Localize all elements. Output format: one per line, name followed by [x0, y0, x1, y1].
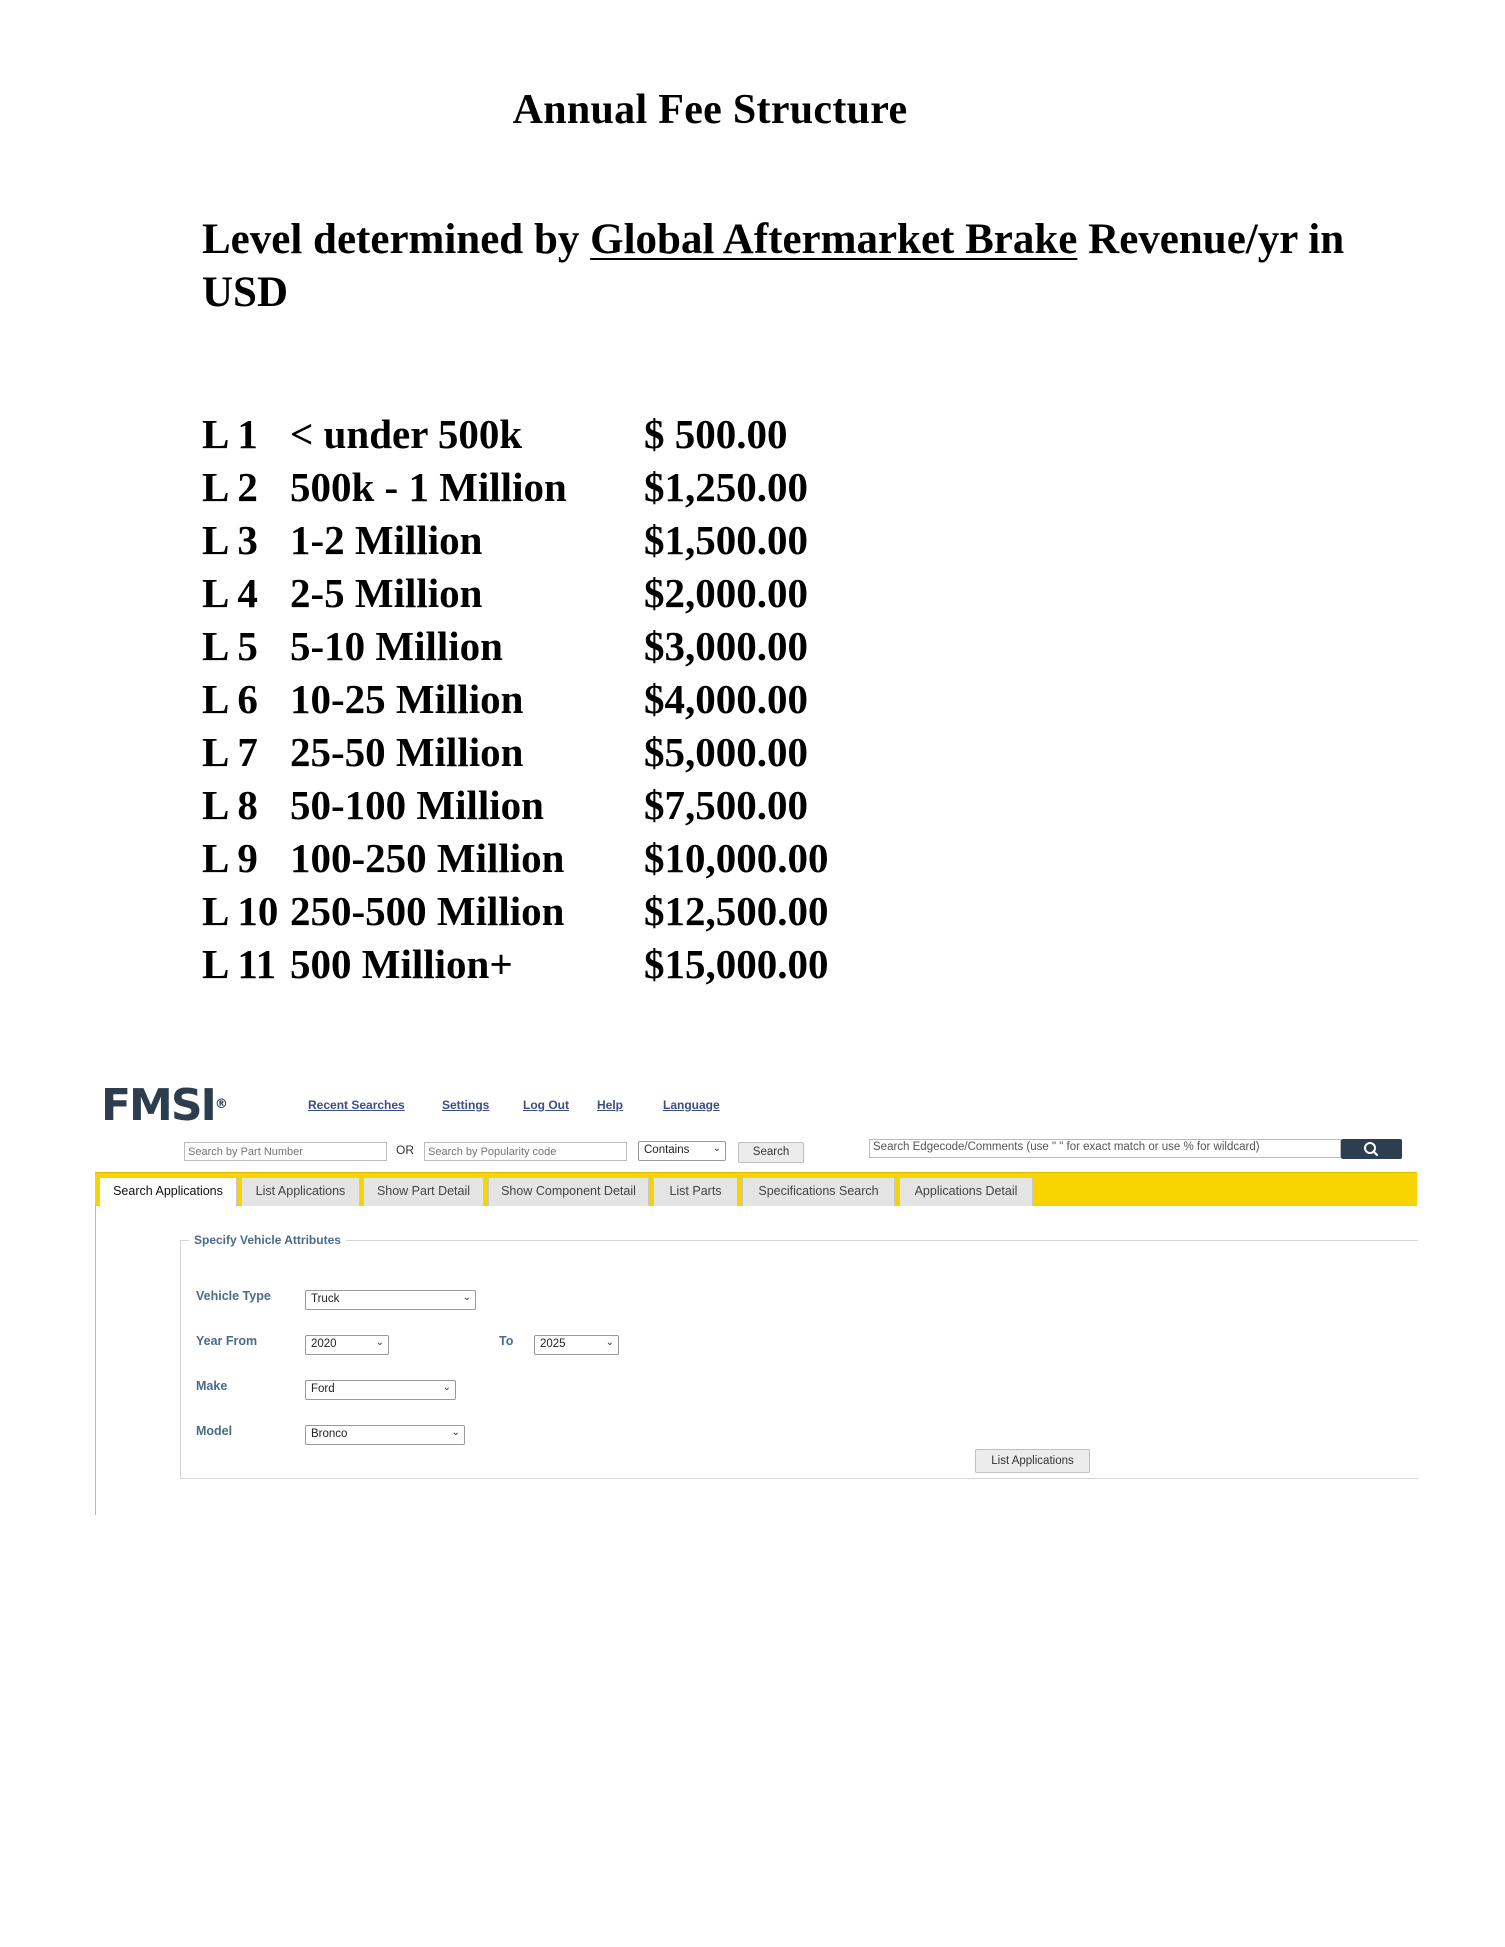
fee-revenue-range: 2-5 Million [290, 570, 483, 616]
make-label: Make [196, 1379, 228, 1393]
fee-level: L 6 [202, 676, 258, 722]
list-applications-button[interactable]: List Applications [975, 1449, 1090, 1473]
fee-revenue-range: 1-2 Million [290, 517, 483, 563]
fee-level: L 11 [202, 941, 277, 987]
year-from-label: Year From [196, 1334, 258, 1348]
fee-level: L 4 [202, 570, 258, 616]
make-select[interactable] [305, 1380, 456, 1400]
model-label: Model [196, 1424, 233, 1438]
fee-amount: $3,000.00 [644, 623, 808, 669]
language-link[interactable]: Language [663, 1098, 720, 1112]
content-left-border [95, 1205, 96, 1515]
chevron-down-icon: ⌄ [375, 1337, 384, 1348]
year-from-select[interactable] [305, 1335, 389, 1355]
year-to-select[interactable] [534, 1335, 619, 1355]
lead-underlined-text: Global Aftermarket Brake [590, 216, 1078, 263]
fmsi-app-screenshot [95, 1075, 1425, 1515]
fee-amount: $5,000.00 [644, 729, 808, 775]
fee-amount: $15,000.00 [644, 941, 829, 987]
chevron-down-icon: ⌄ [712, 1143, 721, 1154]
fee-level: L 3 [202, 517, 258, 563]
tab-search-applications[interactable]: Search Applications [99, 1177, 237, 1207]
match-mode-value: Contains [644, 1144, 690, 1156]
tab-applications-detail[interactable]: Applications Detail [899, 1177, 1033, 1206]
registered-mark: ® [214, 1097, 228, 1113]
fee-amount: $2,000.00 [644, 570, 808, 616]
recent-searches-link[interactable]: Recent Searches [308, 1098, 405, 1112]
year-from-value: 2020 [311, 1338, 337, 1350]
fee-revenue-range: 250-500 Million [290, 888, 565, 934]
fee-revenue-range: 500 Million+ [290, 941, 513, 987]
edgecode-search-button[interactable] [1341, 1139, 1402, 1159]
fee-amount: $4,000.00 [644, 676, 808, 722]
fee-level: L 7 [202, 729, 258, 775]
tab-bar [95, 1172, 1417, 1206]
vehicle-type-label: Vehicle Type [196, 1289, 271, 1303]
vehicle-type-value: Truck [311, 1293, 340, 1305]
vehicle-attributes-panel [180, 1233, 1418, 1479]
chevron-down-icon: ⌄ [451, 1427, 460, 1438]
vehicle-type-select[interactable] [305, 1290, 476, 1310]
part-number-search-input[interactable] [184, 1142, 387, 1161]
search-icon [1341, 1139, 1402, 1159]
model-value: Bronco [311, 1428, 348, 1440]
tab-specifications-search[interactable]: Specifications Search [742, 1177, 895, 1206]
fee-amount: $1,250.00 [644, 464, 808, 510]
tab-show-component-detail[interactable]: Show Component Detail [488, 1177, 649, 1206]
fee-level: L 10 [202, 888, 279, 934]
document-title: Annual Fee Structure [512, 87, 908, 133]
lead-text-end: Revenue/yr in USD [202, 216, 1345, 316]
fee-level: L 1 [202, 411, 258, 457]
fee-level: L 2 [202, 464, 258, 510]
fee-level: L 9 [202, 835, 258, 881]
fee-revenue-range: 100-250 Million [290, 835, 565, 881]
fee-amount: $1,500.00 [644, 517, 808, 563]
tab-list-parts[interactable]: List Parts [653, 1177, 738, 1206]
fmsi-logo [101, 1080, 228, 1131]
year-to-label: To [499, 1334, 514, 1348]
fee-amount: $12,500.00 [644, 888, 829, 934]
fee-revenue-range: 25-50 Million [290, 729, 524, 775]
lead-text-start: Level determined by [202, 216, 591, 263]
make-value: Ford [311, 1383, 335, 1395]
tab-list-applications[interactable]: List Applications [241, 1177, 360, 1206]
match-mode-select[interactable] [638, 1141, 726, 1161]
fee-revenue-range: 50-100 Million [290, 782, 544, 828]
chevron-down-icon: ⌄ [462, 1292, 471, 1303]
chevron-down-icon: ⌄ [605, 1337, 614, 1348]
panel-legend: Specify Vehicle Attributes [189, 1233, 346, 1247]
fee-amount: $ 500.00 [644, 411, 788, 457]
fee-amount: $7,500.00 [644, 782, 808, 828]
settings-link[interactable]: Settings [442, 1098, 490, 1112]
log-out-link[interactable]: Log Out [523, 1098, 569, 1112]
search-button[interactable]: Search [738, 1142, 804, 1163]
logo-text: FMSI [101, 1080, 215, 1131]
fee-level: L 8 [202, 782, 258, 828]
popularity-code-search-input[interactable] [424, 1142, 627, 1161]
model-select[interactable] [305, 1425, 465, 1445]
help-link[interactable]: Help [597, 1098, 624, 1112]
edgecode-search-input[interactable]: Search Edgecode/Comments (use " " for exact match or use % for wildcard) [869, 1139, 1341, 1158]
chevron-down-icon: ⌄ [442, 1382, 451, 1393]
fee-revenue-range: 500k - 1 Million [290, 464, 567, 510]
fee-basis-statement [202, 213, 1352, 319]
fee-revenue-range: 10-25 Million [290, 676, 524, 722]
fee-revenue-range: < under 500k [290, 411, 523, 457]
fee-revenue-range: 5-10 Million [290, 623, 503, 669]
or-label: OR [396, 1143, 414, 1157]
tab-show-part-detail[interactable]: Show Part Detail [363, 1177, 484, 1206]
fee-level: L 5 [202, 623, 258, 669]
fee-amount: $10,000.00 [644, 835, 829, 881]
year-to-value: 2025 [540, 1338, 566, 1350]
